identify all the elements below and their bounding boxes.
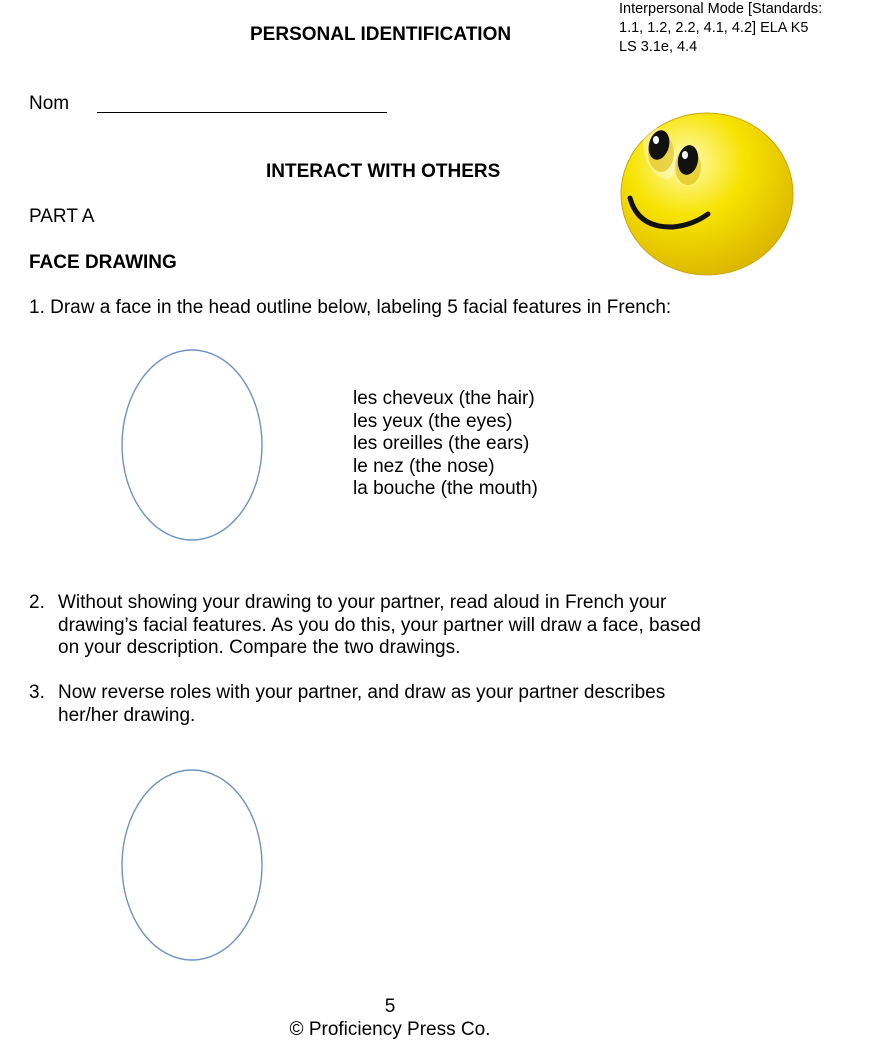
- question-line: Without showing your drawing to your partner, read aloud in French your: [58, 592, 667, 613]
- question-number: 3.: [29, 682, 45, 703]
- smiley-face-icon: [618, 110, 798, 278]
- standards-line: 1.1, 1.2, 2.2, 4.1, 4.2] ELA K5: [619, 20, 809, 36]
- page-number: 5: [384, 996, 396, 1017]
- question-line: drawing’s facial features. As you do this, your partner will draw a face, based: [58, 614, 701, 636]
- copyright: © Proficiency Press Co.: [289, 1019, 491, 1040]
- vocabulary-item: le nez (the nose): [353, 455, 495, 477]
- activity-title: FACE DRAWING: [29, 252, 177, 273]
- question-line: her/her drawing.: [58, 704, 196, 726]
- standards-note: [619, 0, 869, 57]
- standards-line: LS 3.1e, 4.4: [619, 39, 698, 55]
- question-2: [29, 592, 789, 660]
- name-label: Nom: [29, 93, 70, 114]
- vocabulary-item: la bouche (the mouth): [353, 478, 538, 499]
- section-title: INTERACT WITH OTHERS: [266, 161, 501, 182]
- vocabulary-item: les oreilles (the ears): [353, 433, 530, 454]
- head-outline-2[interactable]: [118, 766, 266, 964]
- page-title: PERSONAL IDENTIFICATION: [250, 24, 512, 45]
- question-3: [29, 682, 789, 727]
- vocabulary-item: les yeux (the eyes): [353, 410, 513, 432]
- vocabulary-list: [353, 388, 538, 501]
- question-line: Now reverse roles with your partner, and draw as your partner describes: [58, 682, 666, 703]
- head-outline-1[interactable]: [118, 346, 266, 544]
- question-line: on your description. Compare the two drawings.: [58, 637, 461, 658]
- vocabulary-item: les cheveux (the hair): [353, 388, 535, 409]
- part-label: PART A: [29, 206, 95, 227]
- name-blank-line[interactable]: [97, 112, 387, 113]
- question-number: 2.: [29, 592, 45, 613]
- question-1: 1. Draw a face in the head outline below, labeling 5 facial features in French:: [29, 297, 672, 318]
- standards-line: Interpersonal Mode [Standards:: [619, 1, 823, 17]
